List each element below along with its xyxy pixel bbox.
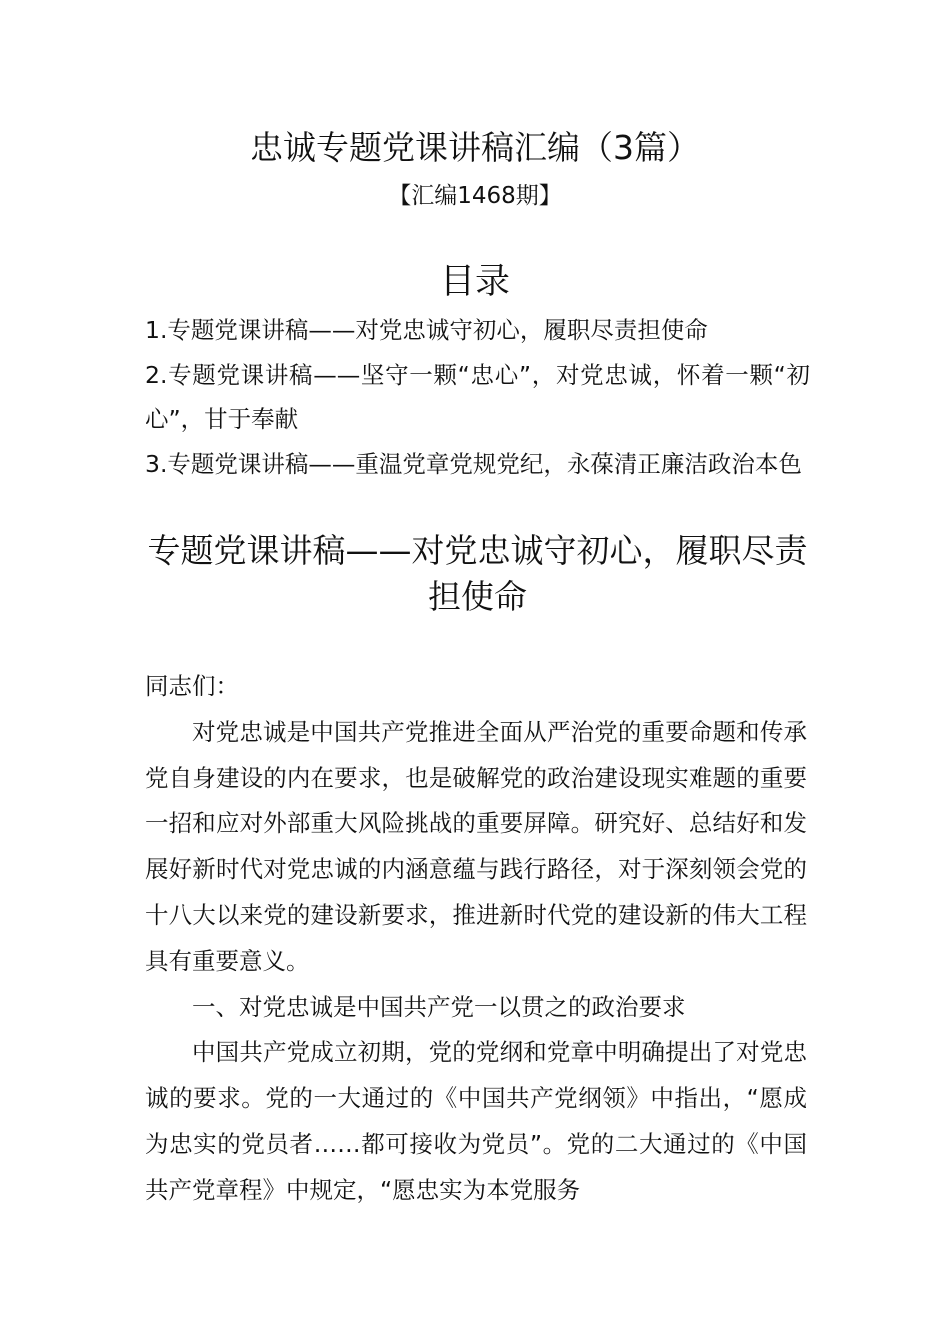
salutation: 同志们：: [145, 672, 239, 700]
body-heading-1: 一、对党忠诚是中国共产党一以贯之的政治要求: [192, 992, 686, 1021]
toc-item-3[interactable]: 3.专题党课讲稿——重温党章党规党纪，永葆清正廉洁政治本色: [145, 449, 802, 478]
table-of-contents: [145, 308, 810, 486]
toc-heading: 目录: [439, 262, 510, 302]
section-body: [145, 664, 807, 1214]
document-subtitle: 【汇编1468期】: [388, 183, 562, 209]
body-paragraph: 对党忠诚是中国共产党推进全面从严治党的重要命题和传承党自身建设的内在要求，也是破解党的政治建设现实难题的重要一招和应对外部重大风险挑战的重要屏障。研究好、总结好和发展好新时代对党忠诚的内涵意蕴与践行路径，对于深刻领会党的十八大以来党的建设新要求，推进新时代党的建设新的伟大工程具有重要意义。: [145, 717, 807, 975]
toc-item-2[interactable]: 2.专题党课讲稿——坚守一颗“忠心”，对党忠诚，怀着一颗“初心”，甘于奉献: [145, 360, 810, 433]
body-paragraph: 中国共产党成立初期，党的党纲和党章中明确提出了对党忠诚的要求。党的一大通过的《中国共产党纲领》中指出，“愿成为忠实的党员者……都可接收为党员”。党的二大通过的《中国共产党章程》中规定，“愿忠实为本党服务: [145, 1038, 807, 1204]
document-title: 忠诚专题党课讲稿汇编（3篇）: [250, 128, 700, 167]
section-title: 专题党课讲稿——对党忠诚守初心，履职尽责担使命: [147, 531, 808, 616]
toc-item-1[interactable]: 1.专题党课讲稿——对党忠诚守初心，履职尽责担使命: [145, 316, 708, 344]
